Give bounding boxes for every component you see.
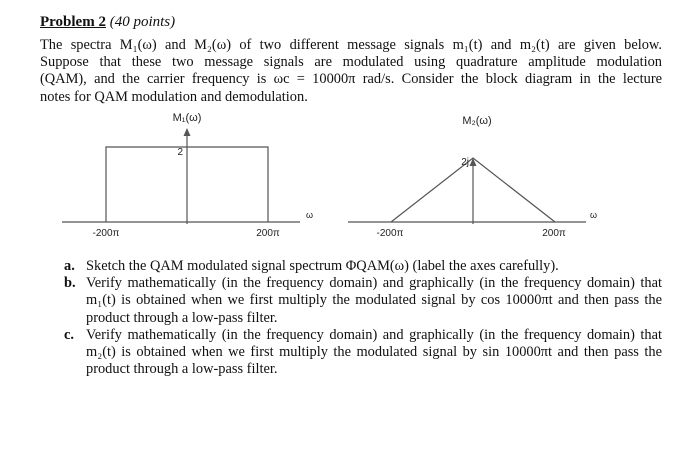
tick-label-pos: 200π <box>256 228 280 239</box>
peak-label: 2j <box>461 157 469 168</box>
problem-statement <box>40 37 662 106</box>
question-label: b. <box>64 275 76 292</box>
question-label: a. <box>64 258 75 274</box>
question-item <box>64 275 662 327</box>
axis-arrow-icon <box>184 128 191 136</box>
tick-label-pos: 200π <box>542 228 566 239</box>
question-text: Verify mathematically (in the frequency domain) and graphically (in the frequency domain) that m₂(t) is obtained when we first multiply the modulated signal by sin 10000πt and then pass the product through a low-pass filter. <box>86 326 662 378</box>
peak-label: 2 <box>177 147 183 158</box>
statement-line: notes for QAM modulation and demodulation. <box>40 88 308 105</box>
spectrum-plot-m2 <box>348 112 618 242</box>
question-item <box>64 258 662 275</box>
question-text: Sketch the QAM modulated signal spectrum ΦQAM(ω) (label the axes carefully). <box>86 258 559 274</box>
tick-label-neg: -200π <box>376 228 404 239</box>
tick-label-neg: -200π <box>92 228 120 239</box>
problem-points: (40 points) <box>109 14 176 30</box>
question-item <box>64 327 662 379</box>
plot-title: M₁(ω) <box>172 112 202 124</box>
statement-line: The spectra M₁(ω) and M₂(ω) of two different message signals m₁(t) and m₂(t) are given below. <box>40 37 662 53</box>
question-list <box>64 258 662 378</box>
question-text: Verify mathematically (in the frequency domain) and graphically (in the frequency domain) that m₁(t) is obtained when we first multiply the modulated signal by cos 10000πt and then pass the product through a low-pass filter. <box>86 275 662 326</box>
problem-heading <box>40 14 175 31</box>
statement-line: Suppose that these two message signals are modulated using quadrature amplitude modulation <box>40 54 662 71</box>
axis-label-omega: ω <box>306 210 314 220</box>
spectrum-m2-svg <box>348 112 618 242</box>
statement-line: (QAM), and the carrier frequency is ωc = 10000π rad/s. Consider the block diagram in the lecture <box>40 71 662 88</box>
plot-title: M₂(ω) <box>462 115 492 127</box>
spectrum-m1-svg <box>62 112 332 242</box>
question-label: c. <box>64 326 74 343</box>
spectrum-plot-m1 <box>62 112 332 242</box>
problem-number: Problem 2 <box>40 14 106 30</box>
axis-label-omega: ω <box>590 210 598 220</box>
